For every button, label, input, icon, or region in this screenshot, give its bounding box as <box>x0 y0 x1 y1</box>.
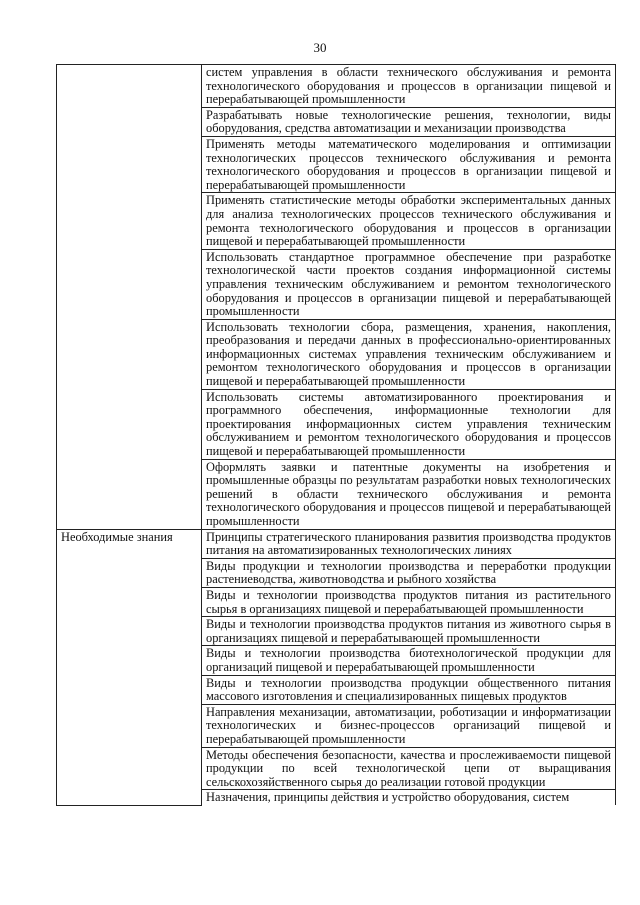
requirement-cell: Направления механизации, автоматизации, роботизации и информатизации технологических и бизнес-процессов организаций пищевой и перерабатывающей промышленности <box>202 704 616 747</box>
table-row <box>57 65 616 108</box>
requirement-cell: Методы обеспечения безопасности, качества и прослеживаемости пищевой продукции по всей технологической цепи от выращивания сельскохозяйственного сырья до реализации готовой продукции <box>202 747 616 790</box>
requirement-cell: Принципы стратегического планирования развития производства продуктов питания на автоматизированных технологических линиях <box>202 529 616 558</box>
requirement-cell: Виды и технологии производства продуктов питания из животного сырья в организациях пищевой и перерабатывающей промышленности <box>202 617 616 646</box>
requirement-cell: систем управления в области технического обслуживания и ремонта технологического оборудования и процессов в организации пищевой и перерабатывающей промышленности <box>202 65 616 108</box>
requirement-cell: Применять методы математического моделирования и оптимизации технологических процессов технического обслуживания и ремонта технологического оборудования и процессов в организации пищевой и перерабатывающей промышленности <box>202 136 616 192</box>
requirement-cell: Использовать системы автоматизированного проектирования и программного обеспечения, информационные технологии для проектирования информационных систем управления техническим обслуживанием и ремонтом технологического оборудования и процессов пищевой и перерабатывающей промышленности <box>202 389 616 459</box>
requirement-cell: Виды и технологии производства биотехнологической продукции для организаций пищевой и перерабатывающей промышленности <box>202 646 616 675</box>
requirement-cell: Использовать стандартное программное обеспечение при разработке технологической части проектов создания информационной системы управления техническим обслуживанием и ремонтом технологического оборудования и процессов в организации пищевой и перерабатывающей промышленности <box>202 249 616 319</box>
page-number: 30 <box>313 40 327 55</box>
section-label-cell: Необходимые знания <box>57 529 202 805</box>
table-row <box>57 529 616 558</box>
requirement-cell: Использовать технологии сбора, размещения, хранения, накопления, преобразования и передачи данных в профессионально-ориентированных информационных системах управления техническим обслуживанием и ремонтом технологического оборудования и процессов в организации пищевой и перерабатывающей промышленности <box>202 319 616 389</box>
requirement-cell: Применять статистические методы обработки экспериментальных данных для анализа технологических процессов технического обслуживания и ремонта технологического оборудования и процессов в организации пищевой и перерабатывающей промышленности <box>202 193 616 249</box>
requirement-cell: Разрабатывать новые технологические решения, технологии, виды оборудования, средства автоматизации и механизации производства <box>202 107 616 136</box>
requirement-cell: Виды и технологии производства продукции общественного питания массового изготовления и специализированных пищевых продуктов <box>202 675 616 704</box>
competency-table-body <box>57 65 616 806</box>
section-label-cell <box>57 65 202 530</box>
competency-table <box>56 64 616 806</box>
requirement-cell: Назначения, принципы действия и устройство оборудования, систем <box>202 790 616 806</box>
requirement-cell: Оформлять заявки и патентные документы на изобретения и промышленные образцы по результатам разработки новых технологических решений в области технического обслуживания и ремонта технологического оборудования и процессов пищевой и перерабатывающей промышленности <box>202 459 616 529</box>
requirement-cell: Виды продукции и технологии производства и переработки продукции растениеводства, животноводства и рыбного хозяйства <box>202 558 616 587</box>
requirement-cell: Виды и технологии производства продуктов питания из растительного сырья в организациях пищевой и перерабатывающей промышленности <box>202 587 616 616</box>
